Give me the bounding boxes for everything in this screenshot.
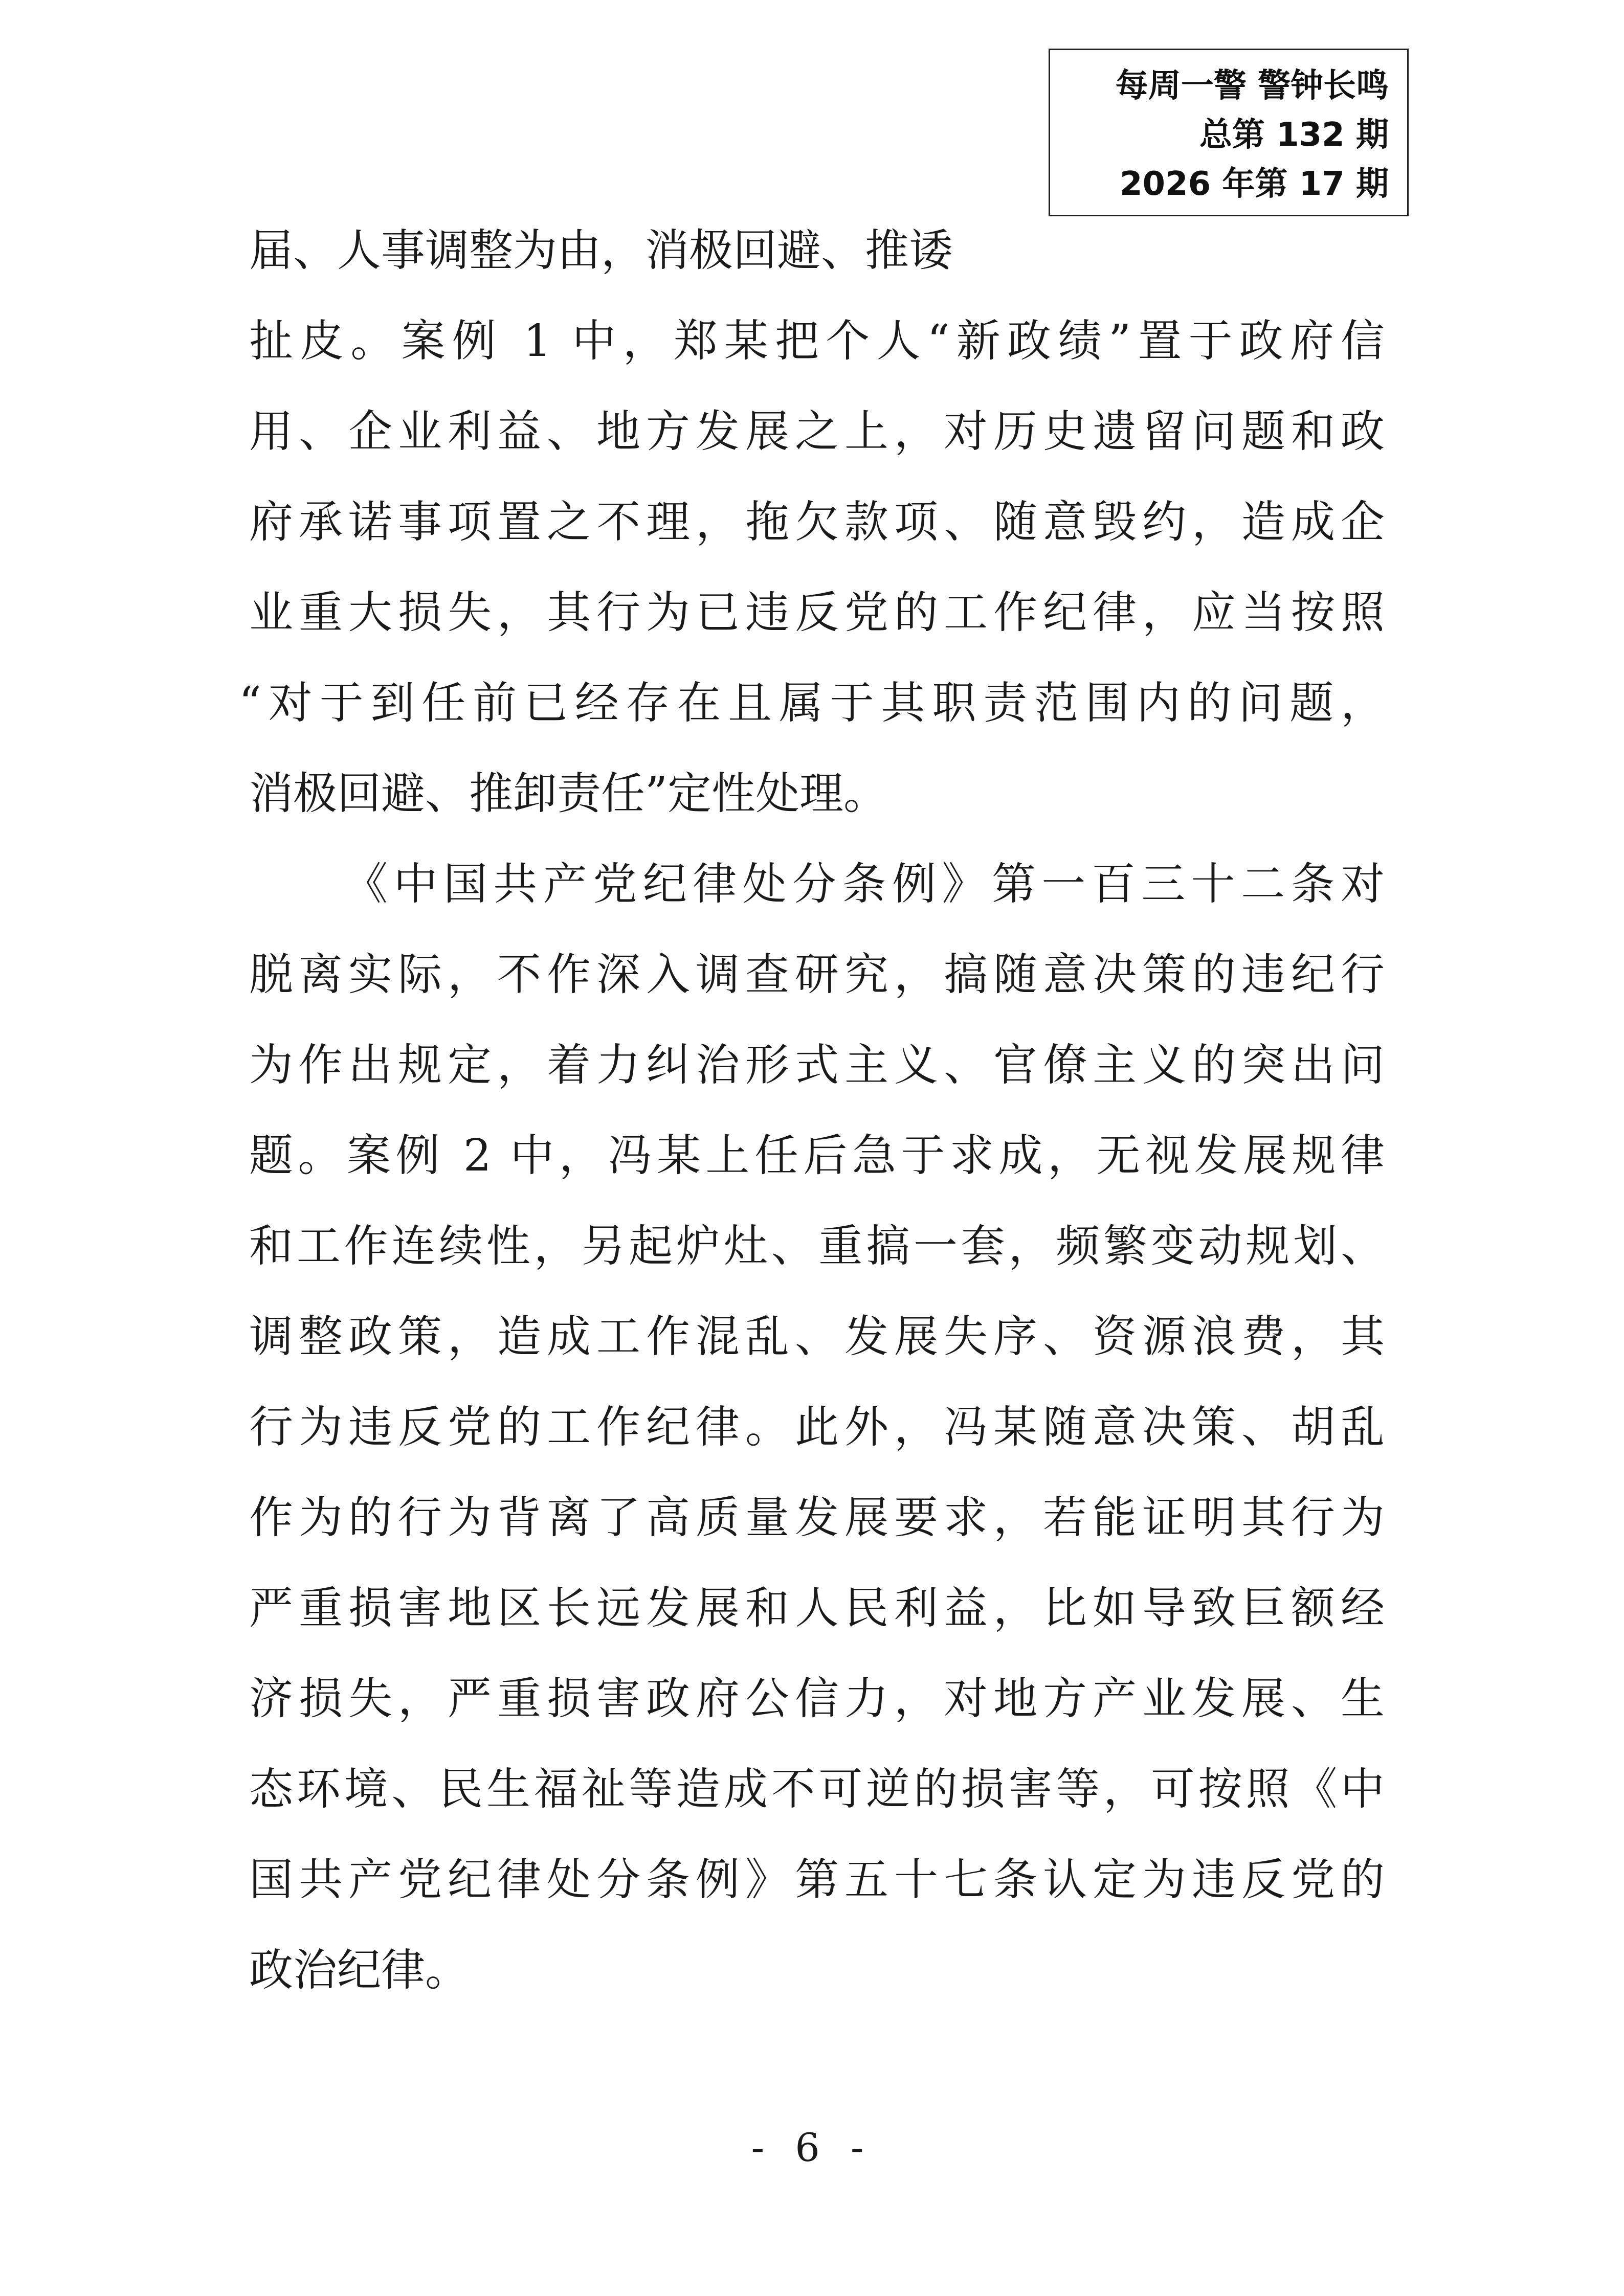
header-slogan: 每周一警 警钟长鸣 — [1115, 67, 1389, 105]
text-line: 消极回避、推卸责任”定性处理。 — [249, 768, 887, 819]
text-line: 行为违反党的工作纪律。此外，冯某随意决策、胡乱 — [249, 1402, 1385, 1453]
page-number: - 6 - — [751, 2125, 873, 2170]
text-line: 用、企业利益、地方发展之上，对历史遗留问题和政 — [249, 406, 1385, 457]
text-line: 脱离实际，不作深入调查研究，搞随意决策的违纪行 — [249, 949, 1385, 1000]
text-line: 府承诺事项置之不理，拖欠款项、随意毁约，造成企 — [249, 497, 1385, 548]
issue-header-box — [1049, 49, 1409, 216]
text-line: 政治纪律。 — [249, 1945, 469, 1996]
text-line: 业重大损失，其行为已违反党的工作纪律，应当按照 — [249, 587, 1385, 638]
document-body — [239, 206, 1385, 2016]
text-line: 调整政策，造成工作混乱、发展失序、资源浪费，其 — [249, 1311, 1385, 1362]
text-line: 严重损害地区长远发展和人民利益，比如导致巨额经 — [249, 1583, 1385, 1634]
text-line: 济损失，严重损害政府公信力，对地方产业发展、生 — [249, 1673, 1385, 1724]
header-total-issue: 总第 132 期 — [1199, 116, 1389, 154]
header-year-issue: 2026 年第 17 期 — [1119, 165, 1389, 203]
text-line: 国共产党纪律处分条例》第五十七条认定为违反党的 — [249, 1854, 1385, 1905]
text-line: 作为的行为背离了高质量发展要求，若能证明其行为 — [249, 1492, 1385, 1543]
text-line: 扯皮。案例 1 中，郑某把个人“新政绩”置于政府信 — [249, 316, 1385, 367]
paragraph-start-line: 《中国共产党纪律处分条例》第一百三十二条对 — [344, 859, 1385, 910]
text-line: 和工作连续性，另起炉灶、重搞一套，频繁变动规划、 — [249, 1221, 1385, 1272]
text-line: “对于到任前已经存在且属于其职责范围内的问题， — [239, 678, 1385, 729]
text-line: 届、人事调整为由，消极回避、推诿 — [249, 225, 953, 276]
text-line: 题。案例 2 中，冯某上任后急于求成，无视发展规律 — [249, 1130, 1385, 1181]
text-line: 为作出规定，着力纠治形式主义、官僚主义的突出问 — [249, 1040, 1385, 1091]
text-line: 态环境、民生福祉等造成不可逆的损害等，可按照《中 — [249, 1764, 1385, 1815]
